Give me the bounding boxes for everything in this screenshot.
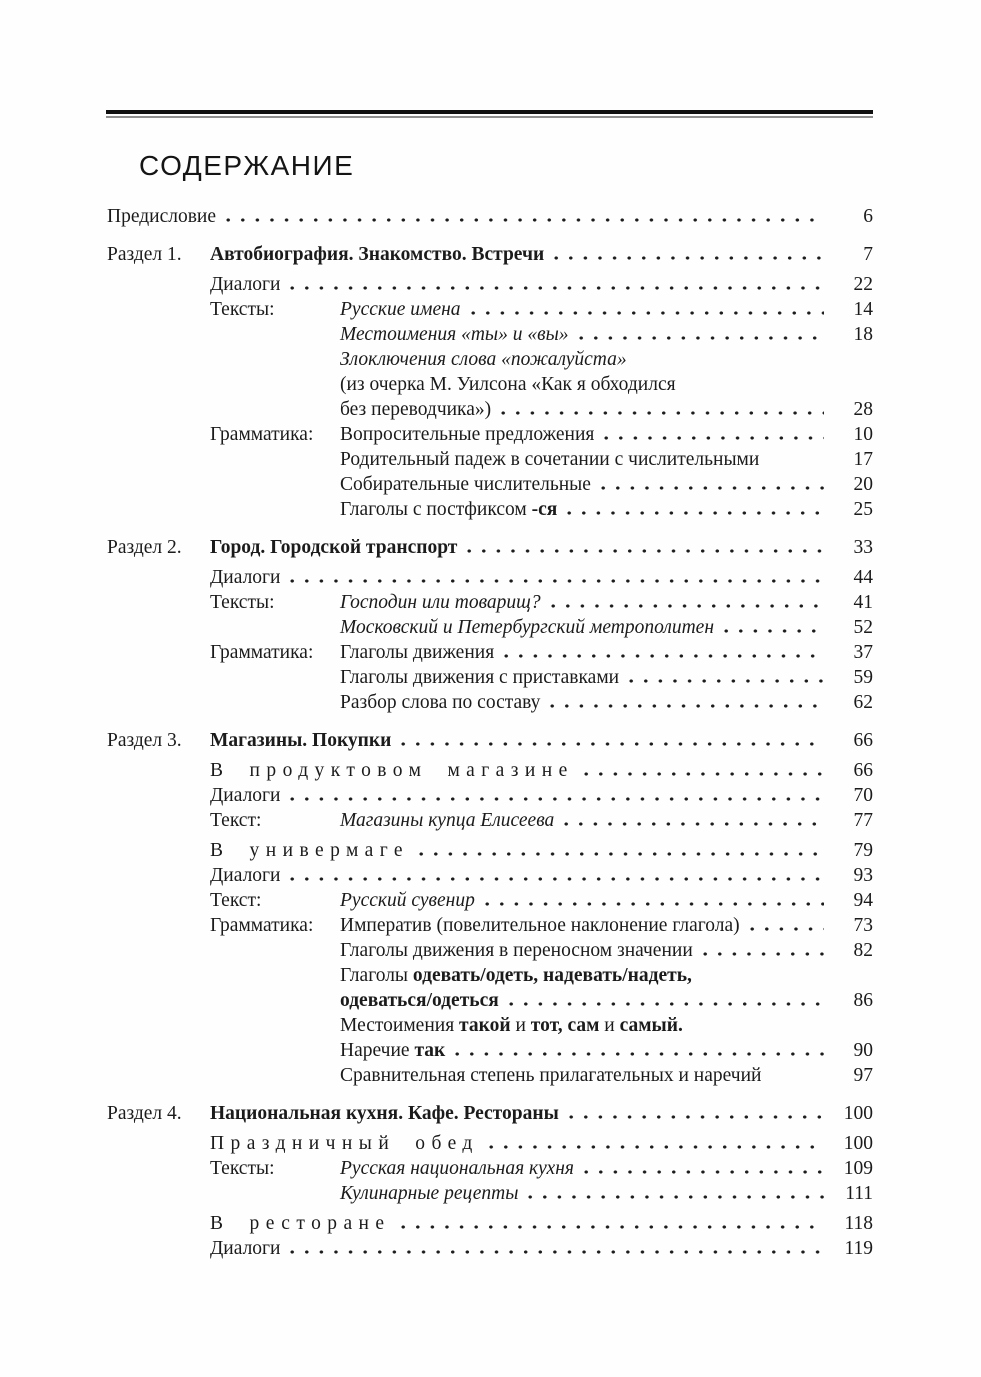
- toc-row-title: [340, 422, 594, 447]
- dot-leader: [769, 1063, 824, 1088]
- dot-leader: [548, 690, 824, 715]
- toc-title-segment: Местоимения: [340, 1015, 460, 1036]
- toc-row-page-number: 22: [853, 274, 873, 295]
- toc-title-segment: Местоимения «ты» и «вы»: [340, 324, 569, 345]
- toc-row-left-label: Раздел 2.: [107, 537, 182, 558]
- toc-row-category-label: Грамматика:: [210, 915, 314, 936]
- dot-leader: [499, 397, 824, 422]
- toc-row-left-label: Раздел 3.: [107, 730, 182, 751]
- dot-leader: [487, 1131, 824, 1156]
- toc-row-page-number: 17: [853, 449, 873, 470]
- toc-title-segment: Русские имена: [340, 299, 461, 320]
- toc-title-segment: Злоключения слова «пожалуйста»: [340, 349, 627, 370]
- dot-leader: [288, 1236, 824, 1261]
- toc-row: [107, 472, 873, 497]
- toc-row: [107, 758, 873, 783]
- dot-leader: [483, 888, 824, 913]
- toc-title-segment: Господин или товарищ?: [340, 592, 541, 613]
- toc-row-title: [340, 808, 554, 833]
- toc-title-segment: (из очерка М. Уилсона «Как я обходился: [340, 374, 676, 395]
- dot-leader: [722, 615, 824, 640]
- toc-row-title: [340, 1013, 683, 1038]
- dot-leader: [399, 728, 824, 753]
- toc-title-segment: Праздничный обед: [210, 1133, 479, 1154]
- toc-row-page-number: 73: [853, 915, 873, 936]
- toc-row: [107, 640, 873, 665]
- dot-leader: [582, 1156, 824, 1181]
- toc-row-title: [340, 888, 475, 913]
- toc-title-segment: тот,: [530, 1015, 563, 1036]
- toc-title-segment: Диалоги: [210, 865, 281, 886]
- toc-row-category-label: Тексты:: [210, 299, 275, 320]
- toc-row-title: [340, 690, 540, 715]
- toc-title-segment: Императив (повелительное наклонение глагола): [340, 915, 740, 936]
- toc-title-segment: Автобиография. Знакомство. Встречи: [210, 244, 545, 265]
- toc-row-page-number: 97: [853, 1065, 873, 1086]
- toc-title-segment: одеваться/одеться: [340, 990, 499, 1011]
- toc-row-category-label: Тексты:: [210, 1158, 275, 1179]
- toc-row-title: [210, 728, 391, 753]
- toc-row: [107, 863, 873, 888]
- toc-row: [107, 1236, 873, 1261]
- toc-title-segment: Кулинарные рецепты: [340, 1183, 519, 1204]
- toc-row: [107, 690, 873, 715]
- dot-leader: [549, 590, 824, 615]
- toc-row-title: [340, 497, 557, 522]
- toc-row-page-number: 94: [853, 890, 873, 911]
- toc-row: [107, 347, 873, 372]
- dot-leader: [599, 472, 824, 497]
- dot-leader: [748, 913, 824, 938]
- toc-row: [107, 1156, 873, 1181]
- toc-row-page-number: 41: [853, 592, 873, 613]
- toc-row-title: [210, 535, 457, 560]
- toc-title-segment: Русский сувенир: [340, 890, 475, 911]
- toc-row-category-label: Грамматика:: [210, 424, 314, 445]
- toc-row-title: [210, 758, 574, 783]
- toc-row-page-number: 14: [853, 299, 873, 320]
- toc-row-page-number: 118: [844, 1213, 873, 1234]
- dot-leader: [399, 1211, 825, 1236]
- dot-leader: [582, 758, 824, 783]
- toc-row-title: [340, 372, 676, 397]
- toc-row-title: [340, 397, 491, 422]
- toc-row: [107, 938, 873, 963]
- toc-title-segment: Национальная кухня. Кафе. Рестораны: [210, 1103, 559, 1124]
- toc-row-page-number: 10: [853, 424, 873, 445]
- toc-title-segment: Город. Городской транспорт: [210, 537, 458, 558]
- toc-row: [107, 1181, 873, 1206]
- toc-row-page-number: 86: [853, 990, 873, 1011]
- toc-title-segment: Наречие: [340, 1040, 415, 1061]
- toc-row-page-number: 70: [853, 785, 873, 806]
- toc-row-page-number: 119: [844, 1238, 873, 1259]
- toc-title-segment: Диалоги: [210, 1238, 281, 1259]
- top-rule-thin-line: [106, 116, 873, 118]
- toc-row: [107, 1131, 873, 1156]
- toc-row-title: [210, 783, 280, 808]
- dot-leader: [562, 808, 824, 833]
- toc-title-segment: и: [510, 1015, 531, 1036]
- toc-title-segment: -ся: [531, 499, 558, 520]
- toc-row-title: [340, 1063, 761, 1088]
- toc-row-category-label: Тексты:: [210, 592, 275, 613]
- toc-row: [107, 963, 873, 988]
- toc-title-segment: Диалоги: [210, 274, 281, 295]
- toc-row-title: [340, 322, 569, 347]
- toc-row: [107, 1101, 873, 1126]
- toc-row-title: [340, 1156, 574, 1181]
- toc-row-page-number: 28: [853, 399, 873, 420]
- dot-leader: [288, 565, 824, 590]
- toc-title-segment: Русская национальная кухня: [340, 1158, 574, 1179]
- dot-leader: [627, 665, 824, 690]
- toc-row: [107, 497, 873, 522]
- toc-row-title: [210, 1101, 559, 1126]
- toc-title-segment: Глаголы движения с приставками: [340, 667, 620, 688]
- dot-leader: [526, 1181, 824, 1206]
- toc-row-title: [210, 863, 280, 888]
- toc-row: [107, 297, 873, 322]
- toc-row-page-number: 20: [853, 474, 873, 495]
- toc-row: [107, 988, 873, 1013]
- toc-row-page-number: 52: [853, 617, 873, 638]
- toc-row: [107, 397, 873, 422]
- top-rule-thick-line: [106, 110, 873, 114]
- toc-row-title: [340, 1038, 445, 1063]
- toc-title-segment: Собирательные числительные: [340, 474, 591, 495]
- toc-row: [107, 1211, 873, 1236]
- toc-row-category-label: Грамматика:: [210, 642, 314, 663]
- dot-leader: [453, 1038, 824, 1063]
- dot-leader: [224, 204, 824, 229]
- toc-row-title: [340, 665, 619, 690]
- toc-row-title: [340, 615, 714, 640]
- dot-leader: [577, 322, 824, 347]
- toc-row-page-number: 59: [853, 667, 873, 688]
- toc-row-page-number: 18: [853, 324, 873, 345]
- toc-row-page-number: 66: [853, 730, 873, 751]
- toc-title-segment: Московский и Петербургский метрополитен: [340, 617, 715, 638]
- toc-row-title: [210, 565, 280, 590]
- toc-row-title: [340, 938, 693, 963]
- toc-row-page-number: 66: [853, 760, 873, 781]
- toc-row-left-label: Раздел 4.: [107, 1103, 182, 1124]
- toc-row: [107, 1063, 873, 1088]
- toc-title-segment: Глаголы с постфиксом: [340, 499, 532, 520]
- toc-row-title: [340, 347, 627, 372]
- toc-row: [107, 422, 873, 447]
- toc-row: [107, 272, 873, 297]
- dot-leader: [565, 497, 824, 522]
- toc-row-left-label: Раздел 1.: [107, 244, 182, 265]
- toc-row: [107, 808, 873, 833]
- toc-title-segment: самый.: [619, 1015, 683, 1036]
- toc-row-title: [340, 1181, 518, 1206]
- toc-list: [107, 204, 873, 1261]
- toc-row: [107, 322, 873, 347]
- toc-row: [107, 242, 873, 267]
- dot-leader: [507, 988, 824, 1013]
- dot-leader: [469, 297, 824, 322]
- toc-row-page-number: 25: [853, 499, 873, 520]
- toc-row-title: [210, 838, 409, 863]
- toc-row-page-number: 93: [853, 865, 873, 886]
- dot-leader: [288, 863, 824, 888]
- toc-row-page-number: 100: [843, 1133, 873, 1154]
- toc-row-title: [210, 1131, 479, 1156]
- dot-leader: [288, 783, 824, 808]
- toc-title-segment: В продуктовом магазине: [210, 760, 574, 781]
- toc-row-page-number: 109: [843, 1158, 873, 1179]
- toc-row: [107, 888, 873, 913]
- dot-leader: [502, 640, 824, 665]
- toc-row: [107, 204, 873, 229]
- toc-row: [107, 838, 873, 863]
- dot-leader: [552, 242, 824, 267]
- toc-row-page-number: 111: [845, 1183, 873, 1204]
- toc-title-segment: Сравнительная степень прилагательных и наречий: [340, 1065, 762, 1086]
- toc-title-segment: Родительный падеж в сочетании с числительными: [340, 449, 760, 470]
- toc-title-segment: сам: [567, 1015, 600, 1036]
- toc-title-segment: без переводчика»): [340, 399, 492, 420]
- toc-row-page-number: 100: [843, 1103, 873, 1124]
- toc-row-category-label: Текст:: [210, 890, 262, 911]
- toc-row-title: [340, 472, 591, 497]
- dot-leader: [288, 272, 824, 297]
- toc-row-title: [210, 1236, 280, 1261]
- toc-row-title: [340, 297, 461, 322]
- toc-row-title: [340, 913, 740, 938]
- toc-row-title: [340, 640, 494, 665]
- toc-title-segment: Диалоги: [210, 785, 281, 806]
- toc-title-segment: Предисловие: [107, 206, 217, 227]
- toc-row: [107, 565, 873, 590]
- toc-row: [107, 913, 873, 938]
- toc-title-segment: Вопросительные предложения: [340, 424, 595, 445]
- toc-row: [107, 372, 873, 397]
- toc-row-title: [340, 590, 541, 615]
- toc-title-segment: Глаголы движения: [340, 642, 495, 663]
- toc-title-segment: В ресторане: [210, 1213, 391, 1234]
- toc-title-segment: Магазины купца Елисеева: [340, 810, 555, 831]
- toc-row-page-number: 77: [853, 810, 873, 831]
- top-rule: [106, 110, 873, 118]
- dot-leader: [602, 422, 824, 447]
- toc-row: [107, 1038, 873, 1063]
- toc-row-category-label: Текст:: [210, 810, 262, 831]
- toc-row-title: [340, 963, 692, 988]
- toc-row: [107, 1013, 873, 1038]
- toc-title-segment: Диалоги: [210, 567, 281, 588]
- toc-row-page-number: 79: [853, 840, 873, 861]
- toc-row-title: [210, 242, 544, 267]
- dot-leader: [465, 535, 824, 560]
- toc-row-title: [340, 988, 499, 1013]
- toc-row: [107, 665, 873, 690]
- toc-row: [107, 535, 873, 560]
- toc-row: [107, 728, 873, 753]
- toc-title-segment: такой: [459, 1015, 511, 1036]
- toc-title-segment: одевать/одеть, надевать/надеть,: [412, 965, 692, 986]
- toc-title-segment: В универмаге: [210, 840, 409, 861]
- toc-row-page-number: 82: [853, 940, 873, 961]
- toc-row-title: [340, 447, 759, 472]
- dot-leader: [767, 447, 824, 472]
- toc-title-segment: Глаголы движения в переносном значении: [340, 940, 693, 961]
- toc-row: [107, 447, 873, 472]
- toc-row: [107, 783, 873, 808]
- dot-leader: [701, 938, 824, 963]
- toc-row-page-number: 62: [853, 692, 873, 713]
- toc-title-segment: и: [599, 1015, 620, 1036]
- toc-row-title: [210, 272, 280, 297]
- page-title: СОДЕРЖАНИЕ: [139, 150, 355, 181]
- toc-row-title: [210, 1211, 391, 1236]
- toc-row-page-number: 90: [853, 1040, 873, 1061]
- toc-row-title: [107, 204, 216, 229]
- toc-row-page-number: 33: [853, 537, 873, 558]
- toc-title-segment: Магазины. Покупки: [210, 730, 392, 751]
- toc-row-page-number: 6: [863, 206, 873, 227]
- toc-row: [107, 615, 873, 640]
- toc-title-segment: Глаголы: [340, 965, 413, 986]
- toc-row-page-number: 37: [853, 642, 873, 663]
- toc-row-page-number: 7: [863, 244, 873, 265]
- dot-leader: [417, 838, 824, 863]
- toc-title-segment: так: [414, 1040, 446, 1061]
- toc-row: [107, 590, 873, 615]
- toc-title-segment: Разбор слова по составу: [340, 692, 541, 713]
- toc-row-page-number: 44: [853, 567, 873, 588]
- dot-leader: [567, 1101, 824, 1126]
